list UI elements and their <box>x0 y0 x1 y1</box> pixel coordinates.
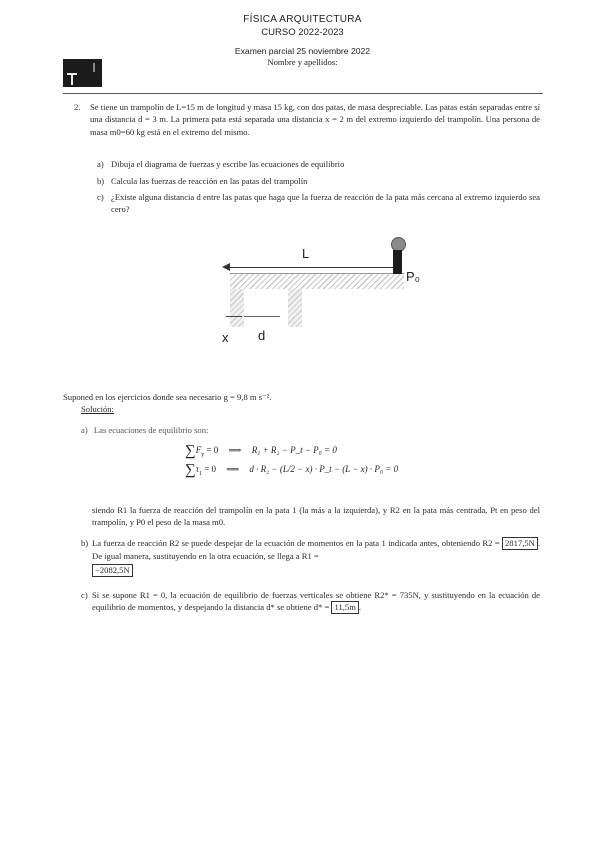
school-logo <box>63 59 102 87</box>
gravity-note: Suponed en los ejercicios donde sea necesario g = 9,8 m s⁻². <box>63 392 272 402</box>
eq1-lhs: F <box>195 445 202 455</box>
eq2-arrow: ⟹ <box>226 464 240 474</box>
person-body <box>393 250 402 274</box>
solution-b-text-1: La fuerza de reacción R2 se puede despejar de la ecuación de momentos en la pata 1 indicada antes, obteniendo R2 = <box>92 538 500 548</box>
trampoline-board <box>230 273 404 289</box>
length-arrow-line <box>225 267 395 268</box>
eq2-sub: 1 <box>198 470 202 477</box>
part-c-text: ¿Existe alguna distancia d entre las patas que haga que la fuerza de reacción de la pata más cercana al extremo izquierdo sea cero? <box>111 192 540 215</box>
leg-2 <box>288 289 302 327</box>
solution-c-text: Si se supone R1 = 0, la ecuación de equilibrio de fuerzas verticales se obtiene R2* = 735N, y sustituyendo en la ecuación de equilibrio de momentos, y despejando la distancia d* se obtiene d* = <box>92 590 540 613</box>
eq2-rhs: d · R₂ − (L/2 − x) · P_t − (L − x) · P₀ = 0 <box>249 464 399 474</box>
solution-b <box>81 537 540 577</box>
label-x: x <box>222 330 229 345</box>
solution-a-intro <box>81 424 208 436</box>
part-b-label: b) <box>97 176 105 186</box>
solution-title: Solución: <box>81 404 114 414</box>
part-b-text: Calcula las fuerzas de reacción en las patas del trampolín <box>111 176 308 186</box>
equation-moments: $\sum\tau_1 = 0$ ⟹ d · R₂ − (L/2 − x) · P_t − (L − x) · P₀ = 0 <box>185 462 399 478</box>
solution-c-label: c) <box>81 590 88 600</box>
equation-forces: $\sum F_y = 0$ ⟹ R₁ + R₂ − P_t − P₀ = 0 <box>185 443 337 459</box>
trampoline-figure <box>200 228 440 358</box>
leg-1 <box>230 289 244 327</box>
part-a-text: Dibuja el diagrama de fuerzas y escribe las ecuaciones de equilibrio <box>111 159 345 169</box>
exam-title: Examen parcial 25 noviembre 2022 <box>234 46 371 56</box>
problem-number: 2. <box>74 102 81 112</box>
course-year: CURSO 2022-2023 <box>261 27 344 38</box>
course-title: FÍSICA ARQUITECTURA <box>243 14 362 25</box>
label-d: d <box>258 328 266 343</box>
x-marker <box>226 316 242 317</box>
solution-c: c) Si se supone R1 = 0, la ecuación de equilibrio de fuerzas verticales se obtiene R2* = 735N, y sustituyendo en la ecuación de equilibrio de momentos, y despejando la distancia d* se obtiene d* = 11,5m . <box>81 590 540 613</box>
problem-part-a <box>97 158 540 170</box>
solution-a-label: a) <box>81 425 88 435</box>
name-label: Nombre y apellidos: <box>267 57 338 67</box>
solution-b-text-2: . De igual manera, sustituyendo en la otra ecuación, se llega a R1 = <box>92 538 540 561</box>
problem-part-b <box>97 175 540 187</box>
label-L: L <box>302 246 310 261</box>
problem-statement <box>74 101 540 138</box>
r2-result-box: 2817,5N <box>502 537 538 550</box>
problem-part-c <box>97 191 540 216</box>
eq1-arrow: ⟹ <box>228 445 242 455</box>
solution-a-explanation: siendo R1 la fuerza de reacción del trampolín en la pata 1 (la más a la izquierda), y R2 en la pata más centrada, Pt en peso del trampolín, y P0 el peso de la masa m0. <box>92 505 540 528</box>
eq1-rhs: R₁ + R₂ − P_t − P₀ = 0 <box>251 445 337 455</box>
label-P0: P₀ <box>406 269 421 284</box>
eq1-sub: y <box>201 451 205 458</box>
solution-a-text: Las ecuaciones de equilibrio son: <box>93 425 209 435</box>
header-divider <box>63 93 543 94</box>
problem-text: Se tiene un trampolín de L=15 m de longitud y masa 15 kg, con dos patas, de masa despreciable. Las patas están separadas entre sí una distancia d = 3 m. La primera pata está separada una distancia x = 2 m del extremo izquierdo del trampolín. Una persona de masa m0=60 kg está en el extremo del mismo. <box>90 102 540 137</box>
r1-result-box: −2082,5N <box>92 564 133 577</box>
part-a-label: a) <box>97 159 104 169</box>
d-marker <box>244 316 280 317</box>
length-arrow-head <box>222 263 230 271</box>
solution-b-label: b) <box>81 538 89 548</box>
d-result-box: 11,5m <box>331 601 358 614</box>
part-c-label: c) <box>97 192 104 202</box>
eq2-lhs: τ <box>195 464 199 474</box>
